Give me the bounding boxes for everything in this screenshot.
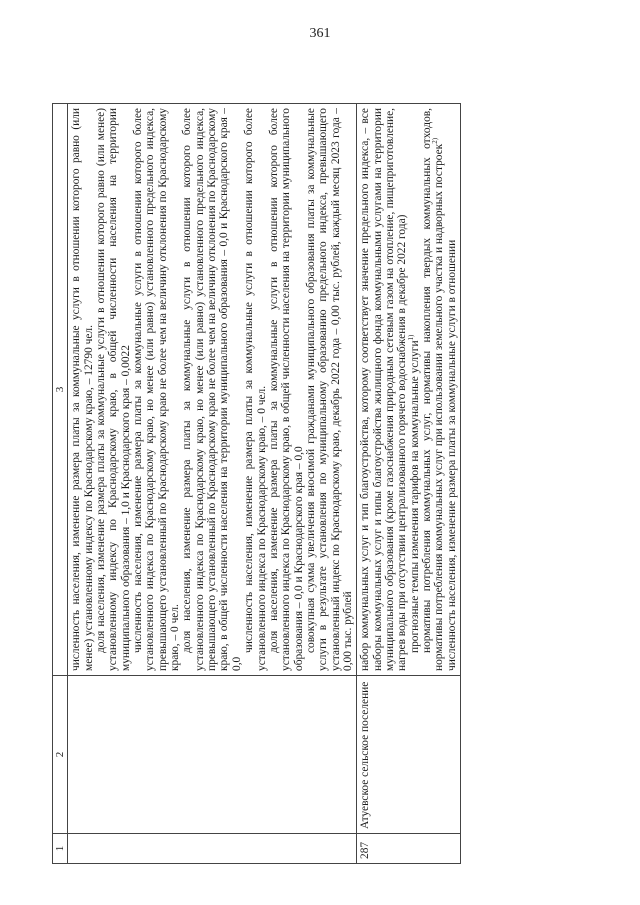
footnote-marker: 1) <box>406 334 415 341</box>
rotated-page-content <box>52 104 572 864</box>
paragraph-text: доля населения, изменение размера платы за коммунальные услуги в отношении которого более установленного индекса по Краснодарскому краю, в общей численности населения на территории муниципального образования – 0,0 и Краснодарского края – 0,0 <box>267 108 305 671</box>
indicator-paragraph <box>132 108 181 671</box>
indicator-paragraph <box>243 108 268 671</box>
indicator-paragraph <box>446 108 458 671</box>
table-header-row <box>53 104 68 864</box>
indicator-paragraph <box>406 108 421 671</box>
indicator-paragraph <box>70 108 95 671</box>
indicator-paragraph <box>268 108 305 671</box>
paragraph-text: набор коммунальных услуг и тип благоустройства, которому соответствует значение предельного индекса, – все наборы коммунальных услуг и типы благоустройства жилищного фонда коммунальными услугами на территории муниципального образования (кроме газоснабжения природным сетевым газом на отопление, пищеприготовление, нагрев воды при отсутствии централизованного горячего водоснабжения в декабре 2022 года) <box>359 108 409 671</box>
paragraph-text: численность населения, изменение размера платы за коммунальные услуги в отношении которого равно (или менее) установленному индексу по Краснодарскому краю, – 12790 чел. <box>70 108 95 671</box>
header-cell-2: 2 <box>53 676 68 834</box>
indicator-paragraph <box>305 108 354 671</box>
indicators-cell <box>68 104 357 676</box>
footnote-marker: 2) <box>431 137 440 144</box>
paragraph-text: доля населения, изменение размера платы за коммунальные услуги в отношении которого более установленного индекса по Краснодарскому краю, но менее (или равно) установленного предельного индекса, превышающего установленный по Краснодарскому краю не более чем на величину отклонения по Краснодарскому краю, в общей численности населения на территории муниципального образования – 0,0 и Краснодарского края – 0,0 <box>181 108 243 671</box>
header-cell-1: 1 <box>53 834 68 864</box>
page-number: 361 <box>309 26 331 41</box>
indicator-paragraph <box>359 108 408 671</box>
header-cell-3: 3 <box>53 104 68 676</box>
paragraph-text: численность населения, изменение размера платы за коммунальные услуги в отношении которого более установленного индекса по Краснодарскому краю, но менее (или равно) установленного предельного индекса, превышающего установленный по Краснодарскому краю не более чем на величину отклонения по Краснодарскому краю, – 0 чел. <box>132 108 182 671</box>
row-number-cell <box>68 834 357 864</box>
indicator-paragraph <box>95 108 132 671</box>
indicator-paragraph <box>181 108 243 671</box>
row-number-cell: 287 <box>357 834 461 864</box>
paragraph-text: численность населения, изменение размера платы за коммунальные услуги в отношении которого более установленного индекса по Краснодарскому краю, – 0 чел. <box>243 108 268 671</box>
settlement-name-cell <box>68 676 357 834</box>
paragraph-text: прогнозные темпы изменения тарифов на коммунальные услуги <box>408 340 421 653</box>
settlement-name-cell: Атуевское сельское поселение <box>357 676 461 834</box>
indicators-cell <box>357 104 461 676</box>
table-row-287 <box>357 104 461 864</box>
indicator-paragraph <box>421 108 446 671</box>
table-row-continuation <box>68 104 357 864</box>
municipal-index-table <box>52 103 461 864</box>
paragraph-text: нормативы потребления коммунальных услуг, нормативы накопления твердых коммунальных отходов, нормативы потребления коммунальных услуг при использовании земельного участка и надворных построек <box>420 108 446 671</box>
paragraph-text: доля населения, изменение размера платы за коммунальные услуги в отношении которого равно (или менее) установленному индексу по Краснодарскому краю, в общей численности населения на территории муниципального образования – 1,0 и Краснодарского края – 0,0022 <box>95 108 132 671</box>
paragraph-text: совокупная сумма увеличения вносимой гражданами муниципального образования платы за коммунальные услуги в результате установления по муниципальному образованию предельного индекса, превышающего установленный индекс по Краснодарскому краю, декабрь 2022 года – 0,00 тыс. рублей, каждый месяц 2023 года – 0,00 тыс. рублей <box>304 108 354 671</box>
paragraph-text: численность населения, изменение размера платы за коммунальные услуги в отношении <box>445 239 458 671</box>
